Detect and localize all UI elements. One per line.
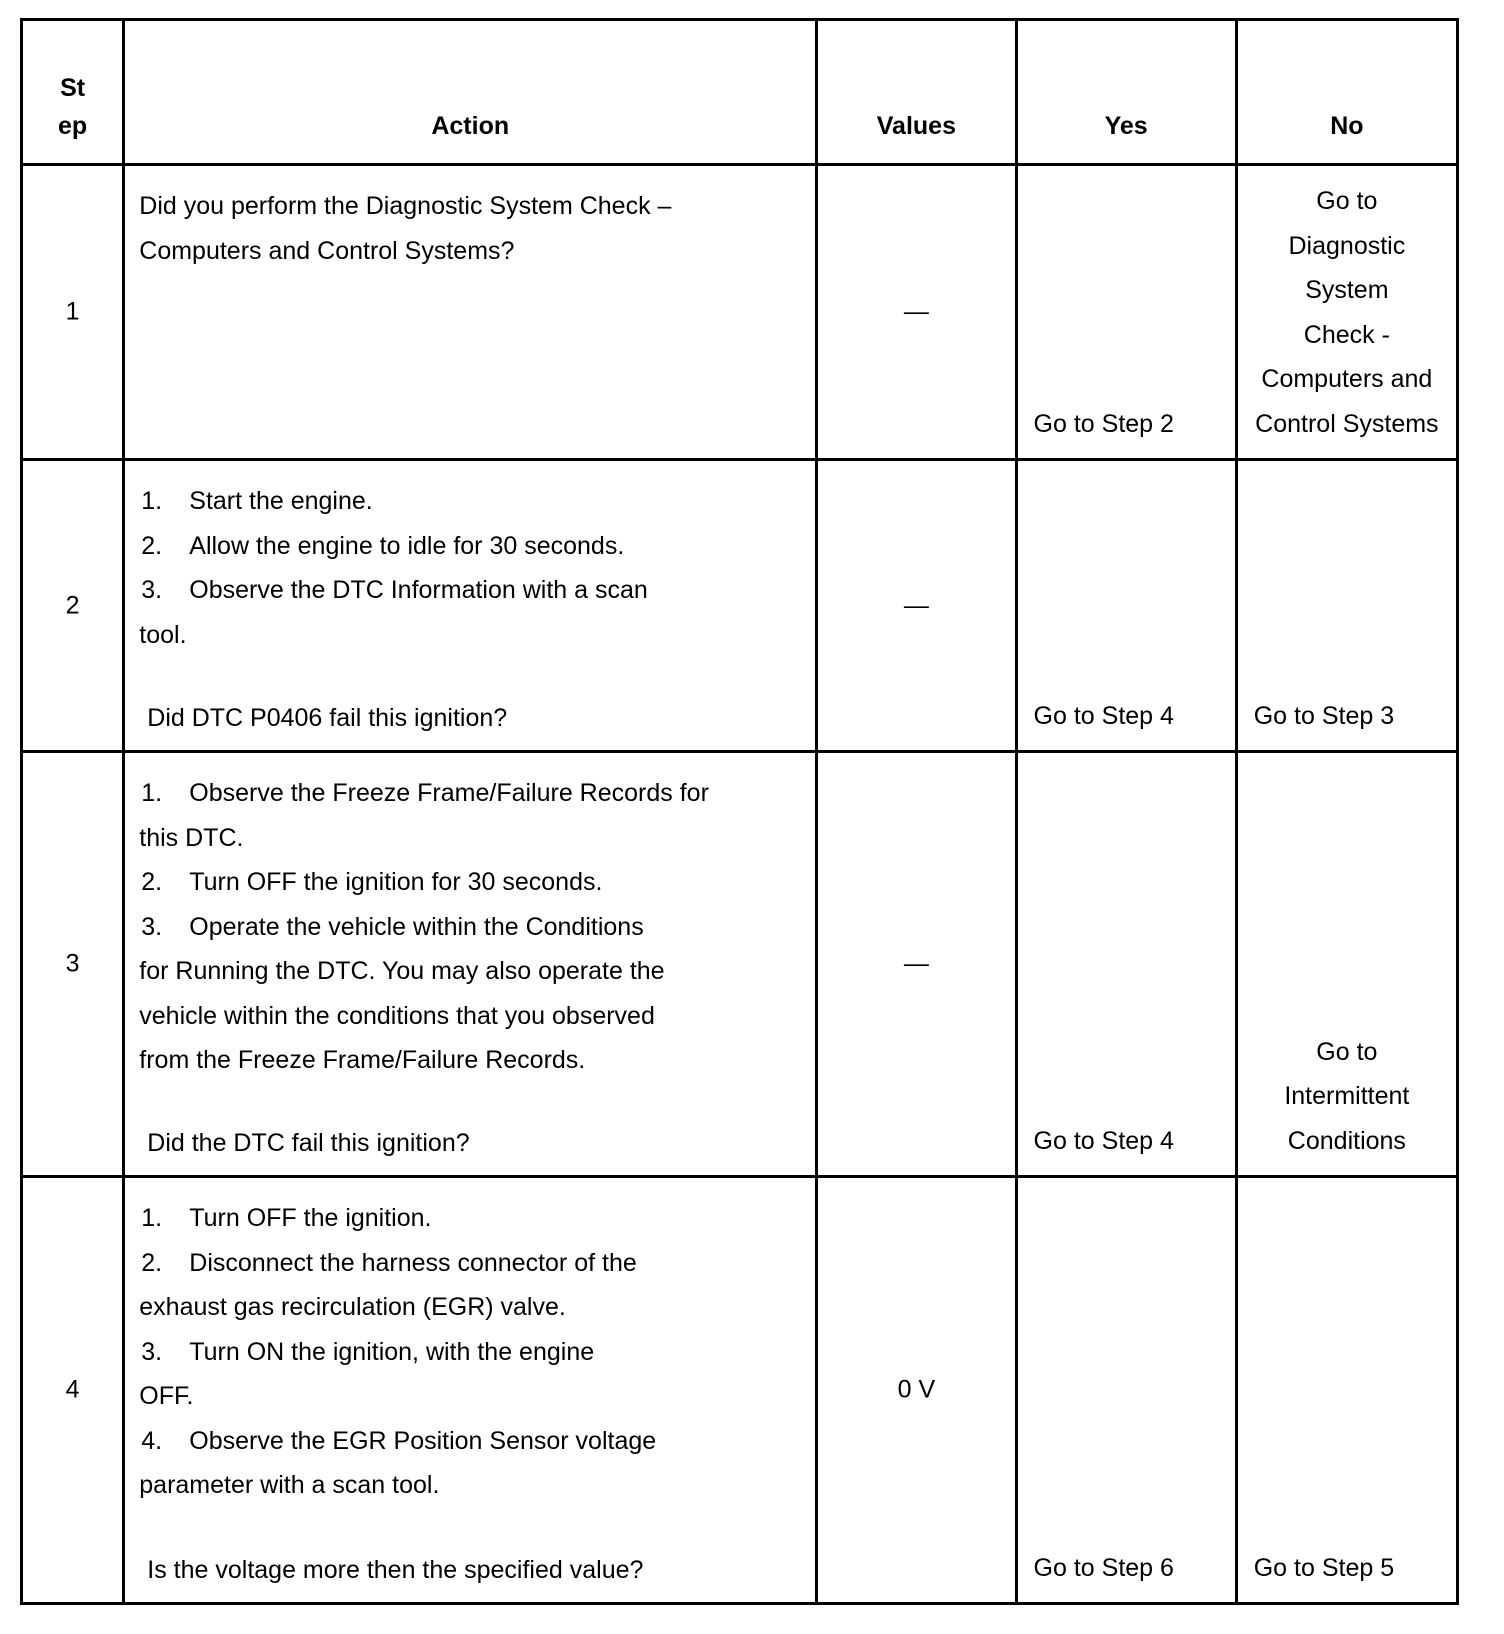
question-text: Is the voltage more then the specified value? — [147, 1556, 644, 1584]
yes-cell — [1016, 752, 1236, 1177]
value-cell — [817, 165, 1016, 460]
step-number: 4 — [65, 1375, 80, 1404]
value-text: — — [903, 297, 929, 326]
no-text: Conditions — [1287, 1126, 1406, 1155]
action-cell — [124, 752, 817, 1177]
no-text: Go to — [1316, 187, 1378, 215]
action-continuation: vehicle within the conditions that you observed — [139, 1001, 655, 1030]
value-text: — — [903, 591, 929, 619]
no-text: Go to Step 3 — [1253, 701, 1395, 730]
action-text: Did you perform the Diagnostic System Check – — [139, 192, 672, 220]
no-text: Check - — [1303, 320, 1390, 349]
action-item: 2. Turn OFF the ignition for 30 seconds. — [141, 868, 603, 896]
action-cell — [124, 1177, 817, 1604]
no-text: Diagnostic — [1288, 231, 1406, 260]
no-cell — [1236, 752, 1457, 1177]
action-item: 3. Operate the vehicle within the Conditions — [141, 912, 644, 941]
action-continuation: parameter with a scan tool. — [139, 1471, 440, 1499]
action-continuation: exhaust gas recirculation (EGR) valve. — [139, 1293, 566, 1321]
step-cell — [22, 752, 124, 1177]
action-item: 4. Observe the EGR Position Sensor voltage — [141, 1426, 657, 1455]
yes-text: Go to Step 2 — [1033, 409, 1174, 438]
header-no: No — [1236, 20, 1457, 165]
step-number: 1 — [65, 297, 80, 326]
step-number: 3 — [65, 949, 80, 978]
yes-cell — [1016, 460, 1236, 752]
action-continuation: for Running the DTC. You may also operate the — [139, 957, 665, 985]
no-cell — [1236, 1177, 1457, 1604]
action-continuation: from the Freeze Frame/Failure Records. — [139, 1046, 586, 1074]
action-cell — [124, 460, 817, 752]
header-row — [22, 20, 1458, 165]
header-action: Action — [124, 20, 817, 165]
header-yes: Yes — [1016, 20, 1236, 165]
table-row — [22, 460, 1458, 752]
step-cell — [22, 1177, 124, 1604]
yes-text: Go to Step 4 — [1033, 1126, 1174, 1155]
question-text: Did DTC P0406 fail this ignition? — [147, 704, 508, 732]
yes-cell — [1016, 1177, 1236, 1604]
action-continuation: OFF. — [139, 1382, 194, 1410]
step-number: 2 — [65, 591, 80, 619]
action-cell — [124, 165, 817, 460]
value-cell — [817, 1177, 1016, 1604]
no-text: Computers and — [1261, 365, 1433, 393]
value-text: 0 V — [897, 1375, 936, 1404]
action-continuation: this DTC. — [139, 823, 244, 852]
no-cell — [1236, 165, 1457, 460]
no-text: System — [1305, 276, 1389, 304]
action-item: 2. Allow the engine to idle for 30 seconds. — [141, 531, 625, 560]
action-text: Computers and Control Systems? — [139, 236, 515, 265]
diagnostic-table — [20, 18, 1459, 1605]
action-item: 3. Observe the DTC Information with a scan — [141, 576, 648, 604]
question-text: Did the DTC fail this ignition? — [147, 1129, 470, 1157]
action-item: 1. Observe the Freeze Frame/Failure Records for — [141, 779, 709, 807]
yes-text: Go to Step 4 — [1033, 701, 1174, 730]
table-row — [22, 165, 1458, 460]
value-text: — — [903, 949, 929, 978]
header-values: Values — [817, 20, 1016, 165]
action-item: 1. Start the engine. — [141, 487, 373, 515]
no-text: Intermittent — [1284, 1082, 1410, 1110]
action-continuation: tool. — [139, 620, 187, 649]
step-cell — [22, 165, 124, 460]
step-cell — [22, 460, 124, 752]
value-cell — [817, 752, 1016, 1177]
action-item: 3. Turn ON the ignition, with the engine — [141, 1337, 595, 1366]
yes-text: Go to Step 6 — [1033, 1553, 1174, 1582]
no-text: Go to — [1316, 1037, 1378, 1066]
no-text: Control Systems — [1255, 409, 1439, 438]
header-step: St ep — [22, 20, 124, 165]
value-cell — [817, 460, 1016, 752]
table-row — [22, 1177, 1458, 1604]
action-item: 1. Turn OFF the ignition. — [141, 1204, 432, 1232]
no-cell — [1236, 460, 1457, 752]
table-row — [22, 752, 1458, 1177]
action-item: 2. Disconnect the harness connector of the — [141, 1248, 637, 1277]
no-text: Go to Step 5 — [1253, 1553, 1395, 1582]
yes-cell — [1016, 165, 1236, 460]
